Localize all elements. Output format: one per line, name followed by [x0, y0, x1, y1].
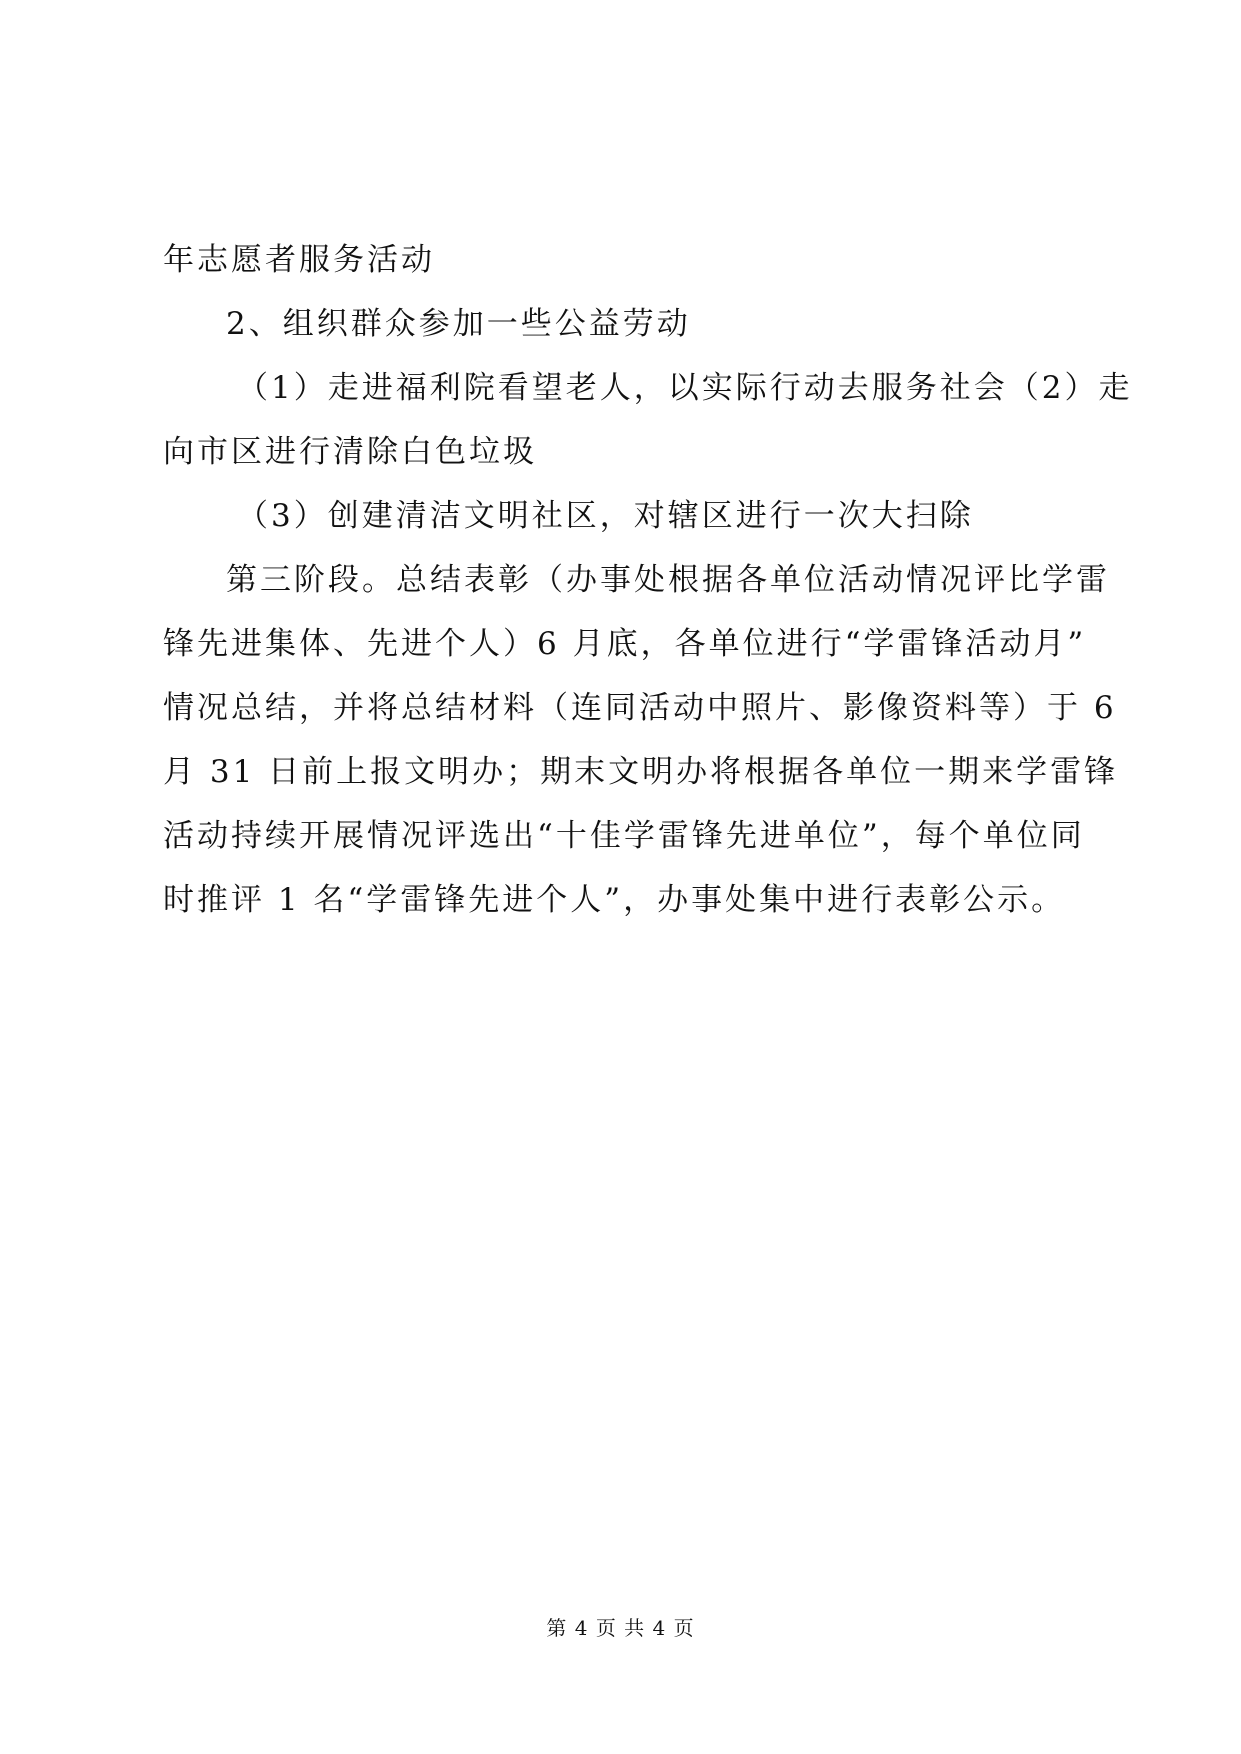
paragraph-line: 第三阶段。总结表彰（办事处根据各单位活动情况评比学雷	[226, 562, 1110, 598]
paragraph-line: 月 31 日前上报文明办；期末文明办将根据各单位一期来学雷锋	[163, 754, 1119, 790]
page-number-footer: 第 4 页 共 4 页	[546, 1616, 695, 1640]
list-item-heading: 2、组织群众参加一些公益劳动	[226, 306, 691, 342]
paragraph-line: 锋先进集体、先进个人）6 月底，各单位进行“学雷锋活动月”	[163, 626, 1087, 662]
list-subitem: （3）创建清洁文明社区，对辖区进行一次大扫除	[237, 498, 974, 534]
paragraph-line: 时推评 1 名“学雷锋先进个人”，办事处集中进行表彰公示。	[163, 882, 1066, 918]
document-body	[163, 228, 1133, 932]
list-subitem: （1）走进福利院看望老人，以实际行动去服务社会（2）走	[237, 370, 1133, 406]
paragraph-line: 活动持续开展情况评选出“十佳学雷锋先进单位”，每个单位同	[163, 818, 1085, 854]
paragraph-line: 情况总结，并将总结材料（连同活动中照片、影像资料等）于 6	[163, 690, 1117, 726]
paragraph-line: 年志愿者服务活动	[163, 242, 435, 278]
paragraph-line: 向市区进行清除白色垃圾	[163, 434, 537, 470]
